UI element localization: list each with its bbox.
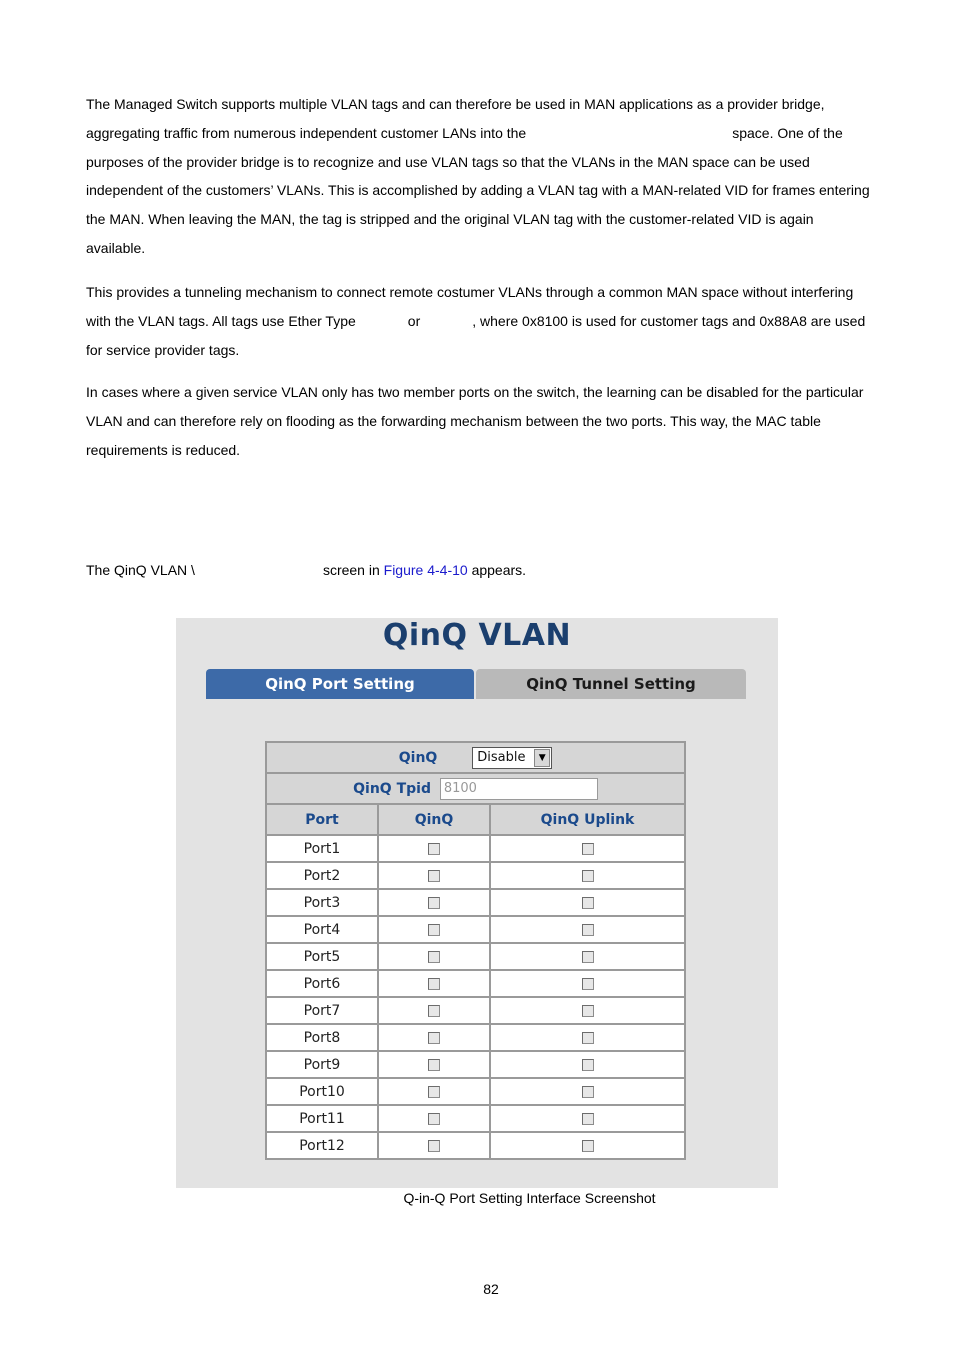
qinq-uplink-checkbox[interactable]: [582, 1086, 594, 1098]
paragraph-text: screen in: [322, 562, 380, 578]
qinq-checkbox[interactable]: [428, 843, 440, 855]
paragraph-text: , where 0x8100 is used for customer tags and 0x88A8 are used for service provider tags.: [86, 312, 866, 358]
port-name: Port4: [266, 916, 378, 943]
port-name: Port1: [266, 835, 378, 862]
tab-qinq-port-setting[interactable]: QinQ Port Setting: [206, 669, 474, 699]
port-name: Port6: [266, 970, 378, 997]
qinq-uplink-checkbox[interactable]: [582, 870, 594, 882]
port-name: Port11: [266, 1105, 378, 1132]
paragraph-tunneling: [86, 278, 876, 364]
tpid-input[interactable]: 8100: [440, 778, 598, 800]
qinq-checkbox[interactable]: [428, 1140, 440, 1152]
figure-caption: Q-in-Q Port Setting Interface Screenshot: [403, 1190, 656, 1206]
qinq-uplink-checkbox[interactable]: [582, 1140, 594, 1152]
tpid-label: QinQ Tpid: [353, 780, 431, 797]
table-row: [266, 1105, 685, 1132]
column-header-qinq: QinQ: [378, 804, 490, 835]
port-name: Port10: [266, 1078, 378, 1105]
qinq-uplink-checkbox[interactable]: [582, 978, 594, 990]
port-name: Port7: [266, 997, 378, 1024]
qinq-port-table: [265, 741, 686, 1160]
paragraph-text: appears.: [471, 562, 527, 578]
qinq-uplink-checkbox[interactable]: [582, 1113, 594, 1125]
table-row: [266, 835, 685, 862]
paragraph-figure-ref: [86, 556, 876, 585]
qinq-uplink-checkbox[interactable]: [582, 1032, 594, 1044]
qinq-checkbox[interactable]: [428, 870, 440, 882]
column-header-qinq-uplink: QinQ Uplink: [490, 804, 685, 835]
table-row: [266, 916, 685, 943]
table-row: [266, 1078, 685, 1105]
qinq-checkbox[interactable]: [428, 951, 440, 963]
paragraph-text: In cases where a given service VLAN only has two member ports on the switch, the learning can be disabled for the particular VLAN and can therefore rely on flooding as the forwarding mechanism between the two ports. This way, the MAC table requirements is reduced.: [86, 384, 864, 458]
qinq-label: QinQ: [398, 749, 438, 766]
paragraph-learning: [86, 378, 876, 464]
paragraph-text: The Managed Switch supports multiple VLAN tags and can therefore be used in MAN applications as a provider bridge, aggregating traffic from numerous independent customer LANs into the: [86, 96, 825, 141]
port-name: Port8: [266, 1024, 378, 1051]
qinq-checkbox[interactable]: [428, 978, 440, 990]
table-row: [266, 970, 685, 997]
table-row: [266, 997, 685, 1024]
qinq-checkbox[interactable]: [428, 897, 440, 909]
qinq-mode-value: Disable: [477, 749, 526, 765]
tab-qinq-tunnel-setting[interactable]: QinQ Tunnel Setting: [476, 669, 746, 699]
port-name: Port9: [266, 1051, 378, 1078]
qinq-uplink-checkbox[interactable]: [582, 1059, 594, 1071]
qinq-checkbox[interactable]: [428, 1059, 440, 1071]
paragraph-text: or: [407, 312, 421, 329]
panel-title: QinQ VLAN: [382, 618, 572, 653]
qinq-checkbox[interactable]: [428, 924, 440, 936]
paragraph-text: This provides a tunneling mechanism to connect remote costumer VLANs through a common MAN space without interfering with the VLAN tags. All tags use Ether Type: [86, 284, 854, 329]
port-name: Port12: [266, 1132, 378, 1159]
paragraph-text: The QinQ VLAN \: [86, 562, 195, 578]
qinq-uplink-checkbox[interactable]: [582, 924, 594, 936]
qinq-checkbox[interactable]: [428, 1086, 440, 1098]
qinq-uplink-checkbox[interactable]: [582, 1005, 594, 1017]
port-name: Port2: [266, 862, 378, 889]
column-header-port: Port: [266, 804, 378, 835]
qinq-checkbox[interactable]: [428, 1005, 440, 1017]
paragraph-text: space. One of the purposes of the provider bridge is to recognize and use VLAN tags so that the VLANs in the MAN space can be used independent of the customers’ VLANs. This is accomplished by adding a VLAN tag with a MAN-related VID for frames entering the MAN. When leaving the MAN, the tag is stripped and the original VLAN tag with the customer-related VID is again available.: [86, 124, 870, 256]
qinq-checkbox[interactable]: [428, 1032, 440, 1044]
table-row: [266, 862, 685, 889]
table-row: [266, 1132, 685, 1159]
table-row: [266, 1024, 685, 1051]
table-row: [266, 1051, 685, 1078]
qinq-mode-select[interactable]: [472, 747, 552, 769]
page-number: 82: [483, 1281, 499, 1297]
qinq-mode-row: [266, 742, 685, 773]
qinq-screenshot-panel: [176, 618, 778, 1188]
qinq-checkbox[interactable]: [428, 1113, 440, 1125]
port-name: Port5: [266, 943, 378, 970]
qinq-uplink-checkbox[interactable]: [582, 843, 594, 855]
table-row: [266, 943, 685, 970]
qinq-uplink-checkbox[interactable]: [582, 897, 594, 909]
dropdown-arrow-icon[interactable]: ▼: [534, 749, 550, 767]
table-row: [266, 889, 685, 916]
qinq-uplink-checkbox[interactable]: [582, 951, 594, 963]
figure-link[interactable]: Figure 4-4-10: [383, 562, 468, 578]
qinq-tpid-row: [266, 773, 685, 804]
paragraph-intro: [86, 90, 876, 263]
port-name: Port3: [266, 889, 378, 916]
table-header-row: [266, 804, 685, 835]
